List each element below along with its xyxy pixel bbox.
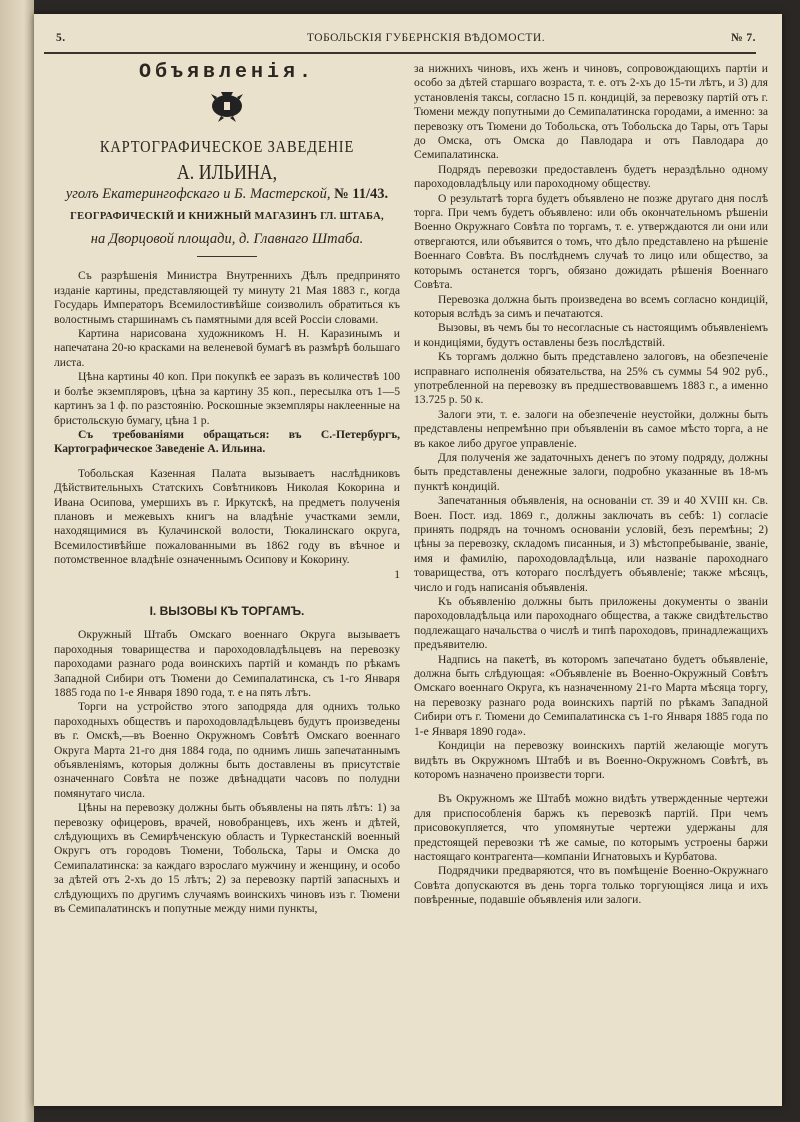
issue-number: № 7. <box>730 32 756 44</box>
ad-shop-address: на Дворцовой площади, д. Главнаго Штаба. <box>90 231 364 248</box>
paragraph: Съ разрѣшенія Министра Внутреннихъ Дѣлъ предпринято изданіе картины, представляющей ту минуту 21 Мая 1883 г., когда Государь Императоръ Всемилостивѣйше соизволилъ обратиться къ волостнымъ старшинамъ съ памятными для всей Россіи словами. <box>54 269 400 326</box>
paragraph: Картина нарисована художникомъ Н. Н. Каразинымъ и напечатана 20-ю красками на веленевой бумагѣ въ размѣрѣ большаго листа. <box>54 327 400 369</box>
page-number: 5. <box>56 32 66 44</box>
paragraph: Залоги эти, т. е. залоги на обезпеченіе неустойки, должны быть представлены непремѣнно при объявленіи въ самое мѣсто торга, а не въ какое либо другое управленіе. <box>414 407 768 450</box>
paragraph: Надпись на пакетѣ, въ которомъ запечатано будетъ объявленіе, должна быть слѣдующая: «Объявленіе въ Военно-Окружный Совѣтъ Омскаго военнаго Округа, къ назначенному 21-го Марта мѣсяца торгу, на перевозку разнаго рода воинскихъ партій по рѣкамъ Западной Сибири отъ г. Тюмени до Семипалатинска съ 1-го Января 1885 года по 1-е Января 1890 года». <box>414 652 768 738</box>
section-heading: I. ВЫЗОВЫ КЪ ТОРГАМЪ. <box>149 603 305 618</box>
section-title: Объявленія. <box>138 61 316 84</box>
paragraph: Запечатанныя объявленія, на основаніи ст. 39 и 40 XVIII кн. Св. Воен. Пост. изд. 1869 г., должны заключать въ себѣ: 1) согласіе принять подрядъ на точномъ основаніи условій, безъ перемѣны; 2) цѣны за перевозку, складомъ писанныя, и 3) мѣстопребываніе, званіе, имя и фамилію, пароходовладѣльца, или названіе пароходнаго товарищества, отъ котораго послѣдуетъ объявленіе; также мѣсяцъ, число и годъ написанія объявленія. <box>414 494 768 594</box>
paragraph: Къ торгамъ должно быть представлено залоговъ, на обезпеченіе исправнаго исполненія обязательства, на 25% съ суммы 54 902 руб., употребленной на перевозку въ предшествовавшемъ 1883 г., а именно 13.725 р. 50 к. <box>414 350 768 407</box>
divider <box>197 256 257 257</box>
ad-address-street: уголъ Екатерингофскаго и Б. Мастерской, <box>65 186 335 203</box>
paragraph: Подрядчики предваряются, что въ помѣщеніе Военно-Окружнаго Совѣта допускаются въ день торга только торгующіяся лица и ихъ повѣренные, подавшіе объявленія или залоги. <box>414 864 768 907</box>
paragraph: Для полученія же задаточныхъ денегъ по этому подряду, должны быть представлены денежные залоги, подробно указанные въ 18-мъ пунктѣ кондицій. <box>414 450 768 493</box>
double-headed-eagle-icon <box>207 86 247 126</box>
ad-name: А. ИЛЬИНА, <box>176 159 278 184</box>
paragraph: Къ объявленію должны быть приложены документы о званіи пароходовладѣльца или пароходнаго общества, а также свидѣтельство подлежащаго начальства о числѣ и типѣ пароходовъ, принадлежащихъ предъявителю. <box>414 595 768 652</box>
right-column <box>414 62 768 908</box>
paragraph: Съ требованіями обращаться: въ С.-Петербургъ, Картографическое Заведеніе А. Ильина. <box>54 427 400 456</box>
adjacent-page-edge <box>0 0 34 1122</box>
ad-number: 1 <box>394 567 400 581</box>
header-rule <box>44 52 756 54</box>
paragraph: Цѣна картины 40 коп. При покупкѣ ее заразъ въ количествѣ 100 и болѣе экземпляровъ, цѣна за картину 35 коп., пересылка отъ 1—5 картинъ за 1 ф. по разстоянію. Роскошные экземпляры наклеенные на бристольскую бумагу, цѣна 1 р. <box>54 370 400 427</box>
newspaper-title: ТОБОЛЬСКІЯ ГУБЕРНСКІЯ ВѢДОМОСТИ. <box>306 32 546 44</box>
page-header <box>56 32 756 50</box>
paragraph: Перевозка должна быть произведена во всемъ согласно кондицій, которыя вслѣдъ за симъ и печатаются. <box>414 292 768 320</box>
ad-org: КАРТОГРАФИЧЕСКОЕ ЗАВЕДЕНІЕ <box>99 137 355 157</box>
paragraph: О результатѣ торга будетъ объявлено не позже другаго дня послѣ торга. При чемъ будетъ объявлено: или объ окончательномъ рѣшеніи Военно Окружнаго Совѣта по торгамъ, т. е. утверждаются ли они или отвергаются, или объявится о томъ, что дѣло представлено на рѣшеніе Военнаго Совѣта. Въ послѣднемъ случаѣ то лицо или общество, за которымъ останется торгъ, обязано дожидать рѣшенія Военнаго Совѣта. <box>414 191 768 292</box>
paragraph: Тобольская Казенная Палата вызываетъ наслѣдниковъ Дѣйствительныхъ Статскихъ Совѣтниковъ Николая Кокорина и Ивана Осипова, умершихъ въ г. Иркутскѣ, на предметъ полученія плановъ и межевыхъ книгъ на владѣніе участками земли, находящимися въ Кулачинской волости, Тюкалинскаго округа, Всемилостивѣйше пожалованными въ 1862 году въ вѣчное и потомственное владѣніе означеннымъ Осипову и Кокорину. <box>54 466 400 567</box>
ad-address <box>54 187 400 201</box>
paragraph: Вызовы, въ чемъ бы то несогласные съ настоящимъ объявленіемъ и кондиціями, будутъ оставлены безъ послѣдствій. <box>414 321 768 349</box>
ad-address-number: № 11/43. <box>334 186 389 203</box>
paragraph: Торги на устройство этого заподряда для однихъ только пароходныхъ обществъ и пароходовладѣльцевъ будутъ произведены въ г. Омскѣ,—въ Военно Окружномъ Совѣтѣ Омскаго военнаго Округа Марта 21-го дня 1884 года, по однимъ лишь запечатаннымъ объявленіямъ, которыя должны быть доставлены въ присутствіе означеннаго Совѣта не позже двѣнадцати часовъ по полудни помянутаго числа. <box>54 700 400 800</box>
paragraph: Цѣны на перевозку должны быть объявлены на пять лѣтъ: 1) за перевозку офицеровъ, врачей, новобранцевъ, ихъ женъ и дѣтей, слѣдующихъ въ Семирѣченскую область и Туркестанскій военный Округъ отъ городовъ Тюмени, Тобольска, Тары и Омска до Семипалатинска: за каждаго взрослаго мужчину и женщину, и особо за дѣтей отъ 2-хъ до 15 лѣтъ; 2) за перевозку партій запасныхъ и слѣдующихъ по другимъ случаямъ воинскихъ чиновъ изъ г. Тюмени въ Семипалатинскъ и попутные между ними пункты, <box>54 801 400 916</box>
ad-shop: ГЕОГРАФИЧЕСКІЙ И КНИЖНЫЙ МАГАЗИНЪ ГЛ. ШТАБА, <box>70 210 384 222</box>
paragraph: Кондиціи на перевозку воинскихъ партій желающіе могутъ видѣть въ Окружномъ Штабѣ и въ Военно-Окружномъ Совѣтѣ, въ которомъ назначено произвести торги. <box>414 739 768 781</box>
paragraph: Окружный Штабъ Омскаго военнаго Округа вызываетъ пароходныя товарищества и пароходовладѣльцевъ на перевозку пароходами разнаго рода воинскихъ партій и командъ по рѣкамъ Западной Сибири отъ Тюмени до Семипалатинска, съ 1-го Января 1885 года по 1-е Января 1890 года, т. е на пять лѣтъ. <box>54 628 400 699</box>
newspaper-page <box>34 14 782 1106</box>
left-column <box>54 62 400 917</box>
paragraph: Подрядъ перевозки предоставленъ будетъ нераздѣльно одному пароходовладѣльцу или пароходному обществу. <box>414 162 768 191</box>
paragraph: Въ Окружномъ же Штабѣ можно видѣть утвержденные чертежи для приспособленія баржъ къ перевозкѣ партій. При чемъ присовокупляется, что упомянутые чертежи удержаны для предстоящей перевозки тѣ же самые, по которымъ устроены баржи настоящаго контрагента—компаніи Игнатовыхъ и Курбатова. <box>414 792 768 863</box>
paragraph: за нижнихъ чиновъ, ихъ женъ и чиновъ, сопровождающихъ партіи и особо за дѣтей старшаго возраста, т. е. отъ 2-хъ до 15-ти лѣтъ, и 3) для установленія таксы, согласно 15 п. кондицій, за перевозку партій отъ г. Тюмени между попутными до Семипалатинска городами, а именно: за перевозку отъ Тюмени до Тобольска, отъ Тобольска до Тары, отъ Тары до Омска, отъ Омска до Павлодара и отъ Павлодара до Семипалатинска. <box>414 62 768 162</box>
